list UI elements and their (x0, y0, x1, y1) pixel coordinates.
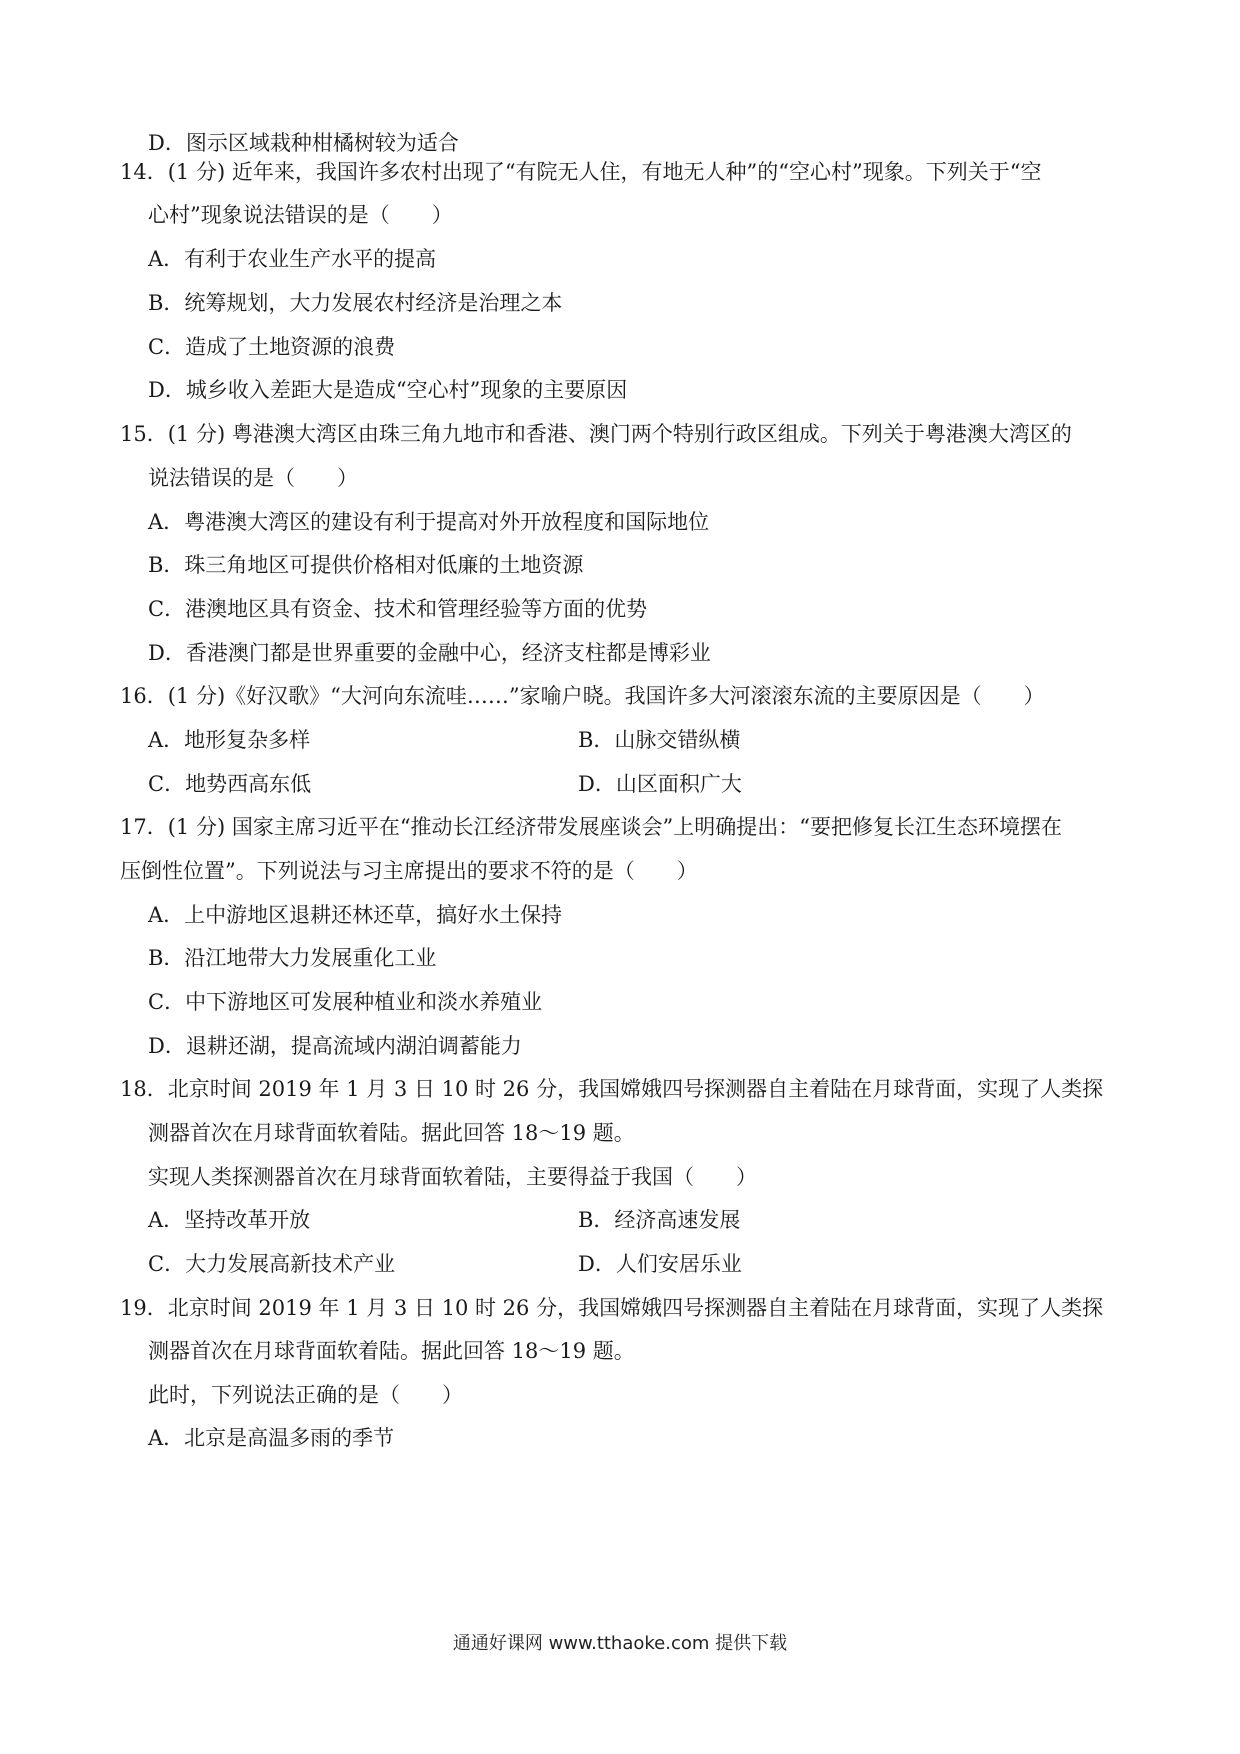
option-16-c: C．地势西高东低 (148, 772, 312, 796)
option-19-a: A．北京是高温多雨的季节 (148, 1426, 395, 1450)
option-17-b: B．沿江地带大力发展重化工业 (148, 946, 437, 970)
question-17-text-cont: 压倒性位置”。下列说法与习主席提出的要求不符的是（ ） (120, 859, 698, 883)
question-17-text: 17．(1 分) 国家主席习近平在“推动长江经济带发展座谈会”上明确提出：“要把修复长江生态环境摆在 (120, 815, 1063, 839)
question-18-prompt: 实现人类探测器首次在月球背面软着陆，主要得益于我国（ ） (148, 1165, 757, 1189)
option-15-a: A．粤港澳大湾区的建设有利于提高对外开放程度和国际地位 (148, 510, 710, 534)
option-17-c: C．中下游地区可发展种植业和淡水养殖业 (148, 990, 543, 1014)
option-18-c: C．大力发展高新技术产业 (148, 1252, 396, 1276)
question-15-text-cont: 说法错误的是（ ） (148, 466, 358, 490)
option-15-b: B．珠三角地区可提供价格相对低廉的土地资源 (148, 553, 584, 577)
question-14-text-cont: 心村”现象说法错误的是（ ） (148, 203, 453, 227)
question-16-text: 16．(1 分)《好汉歌》“大河向东流哇……”家喻户晓。我国许多大河滚滚东流的主要原因是（ ） (120, 684, 1045, 708)
question-18-text-cont: 测器首次在月球背面软着陆。据此回答 18～19 题。 (148, 1121, 635, 1145)
option-13-d: D．图示区域栽种柑橘树较为适合 (148, 131, 459, 155)
option-15-c: C．港澳地区具有资金、技术和管理经验等方面的优势 (148, 597, 648, 621)
option-15-d: D．香港澳门都是世界重要的金融中心，经济支柱都是博彩业 (148, 641, 711, 665)
question-15-text: 15．(1 分) 粤港澳大湾区由珠三角九地市和香港、澳门两个特别行政区组成。下列关于粤港澳大湾区的 (120, 422, 1072, 446)
option-17-a: A．上中游地区退耕还林还草，搞好水土保持 (148, 903, 563, 927)
question-19-prompt: 此时，下列说法正确的是（ ） (148, 1383, 463, 1407)
option-18-a: A．坚持改革开放 (148, 1208, 311, 1232)
option-18-b: B．经济高速发展 (578, 1208, 741, 1232)
question-18-text: 18．北京时间 2019 年 1 月 3 日 10 时 26 分，我国嫦娥四号探测器自主着陆在月球背面，实现了人类探 (120, 1077, 1104, 1101)
question-19-text: 19．北京时间 2019 年 1 月 3 日 10 时 26 分，我国嫦娥四号探测器自主着陆在月球背面，实现了人类探 (120, 1296, 1104, 1320)
option-16-a: A．地形复杂多样 (148, 728, 311, 752)
option-14-d: D．城乡收入差距大是造成“空心村”现象的主要原因 (148, 378, 628, 402)
page-footer: 通通好课网 www.tthaoke.com 提供下载 (452, 1633, 788, 1654)
option-14-c: C．造成了土地资源的浪费 (148, 335, 396, 359)
option-14-a: A．有利于农业生产水平的提高 (148, 247, 437, 271)
option-17-d: D．退耕还湖，提高流域内湖泊调蓄能力 (148, 1034, 522, 1058)
option-16-d: D．山区面积广大 (578, 772, 742, 796)
option-16-b: B．山脉交错纵横 (578, 728, 741, 752)
option-18-d: D．人们安居乐业 (578, 1252, 742, 1276)
question-19-text-cont: 测器首次在月球背面软着陆。据此回答 18～19 题。 (148, 1339, 635, 1363)
option-14-b: B．统筹规划，大力发展农村经济是治理之本 (148, 291, 563, 315)
question-14-text: 14．(1 分) 近年来，我国许多农村出现了“有院无人住，有地无人种”的“空心村”现象。下列关于“空 (120, 160, 1042, 184)
